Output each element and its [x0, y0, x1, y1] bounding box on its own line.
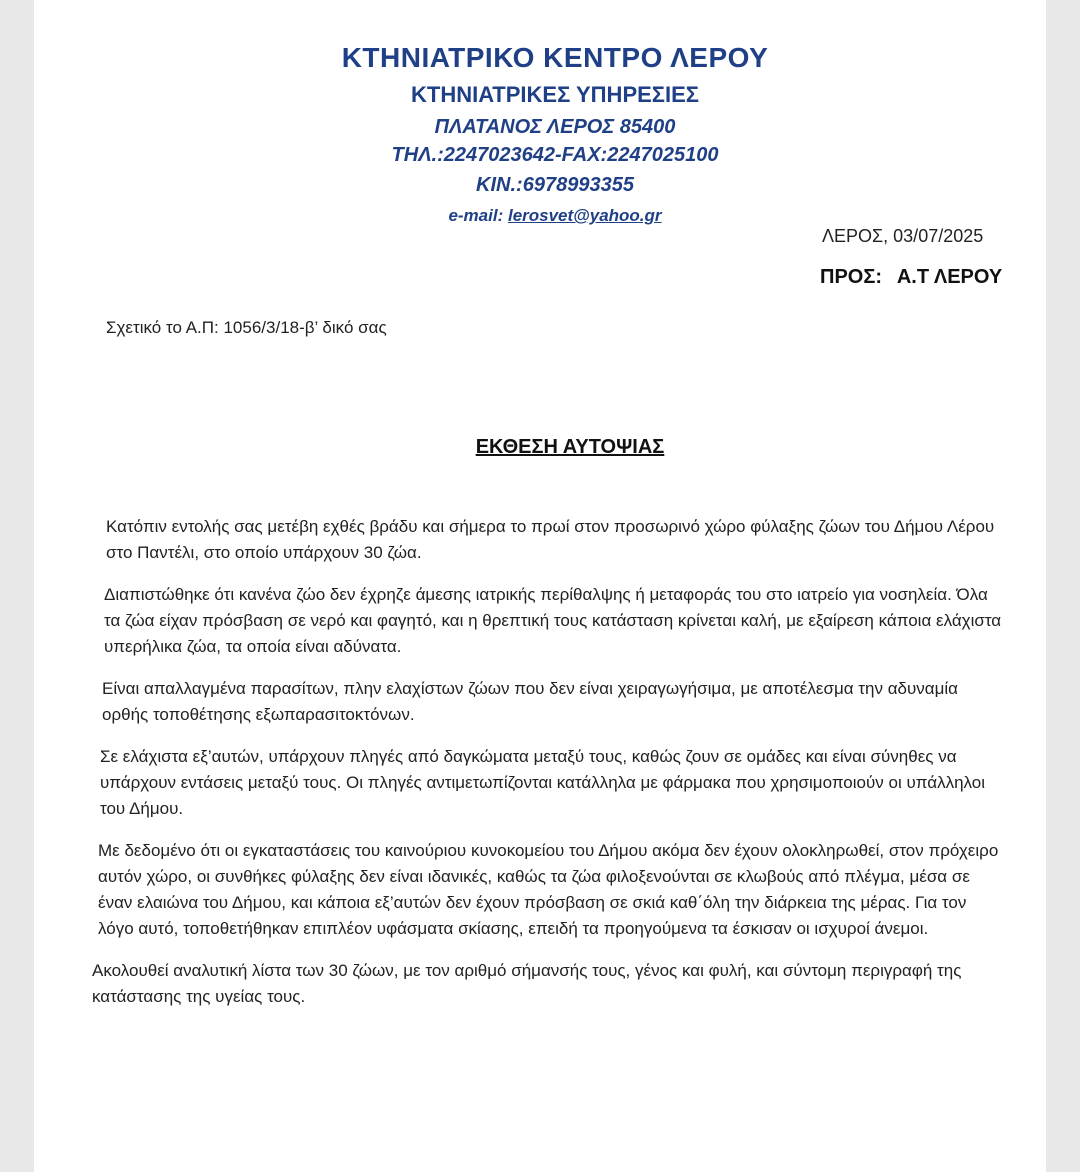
- paragraph: Κατόπιν εντολής σας μετέβη εχθές βράδυ και σήμερα το πρωί στον προσωρινό χώρο φύλαξης ζώων του Δήμου Λέρου στο Παντέλι, στο οποίο υπάρχουν 30 ζώα.: [106, 517, 995, 562]
- document-title: ΕΚΘΕΣΗ ΑΥΤΟΨΙΑΣ: [475, 436, 665, 458]
- recipient-label: ΠΡΟΣ:: [820, 266, 883, 288]
- phone-fax: ΤΗΛ.:2247023642-FAX:2247025100: [391, 144, 719, 166]
- email-label: e-mail:: [448, 206, 504, 225]
- email-line: [0, 206, 1080, 226]
- paragraph: Με δεδομένο ότι οι εγκαταστάσεις του καινούριου κυνοκομείου του Δήμου ακόμα δεν έχουν ολοκληρωθεί, στον πρόχειρο αυτόν χώρο, οι συνθήκες φύλαξης δεν είναι ιδανικές, καθώς τα ζώα φιλοξενούνται σε κλωβούς από πλέγμα, μέσα σε έναν ελαιώνα του Δήμου, και κάποια εξ’αυτών δεν έχουν πρόσβαση σε σκιά καθ΄όλη την διάρκεια της μέρας. Για τον λόγο αυτό, τοποθετήθηκαν επιπλέον υφάσματα σκίασης, επειδή τα προηγούμενα τα έσκισαν οι ισχυροί άνεμοι.: [98, 841, 999, 938]
- reference-line: Σχετικό το Α.Π: 1056/3/18-β’ δικό σας: [106, 318, 387, 337]
- paragraph: Είναι απαλλαγμένα παρασίτων, πλην ελαχίστων ζώων που δεν είναι χειραγωγήσιμα, με αποτέλεσμα την αδυναμία ορθής τοποθέτησης εξωπαρασιτοκτόνων.: [102, 679, 959, 724]
- paragraph: Διαπιστώθηκε ότι κανένα ζώο δεν έχρηζε άμεσης ιατρικής περίθαλψης ή μεταφοράς του στο ιατρείο για νοσηλεία. Όλα τα ζώα είχαν πρόσβαση σε νερό και φαγητό, και η θρεπτική τους κατάσταση κρίνεται καλή, με εξαίρεση κάποια ελάχιστα υπερήλικα ζώα, τα οποία είναι αδύνατα.: [104, 585, 1002, 656]
- services-name: ΚΤΗΝΙΑΤΡΙΚΕΣ ΥΠΗΡΕΣΙΕΣ: [411, 82, 699, 107]
- mobile-phone: ΚΙΝ.:6978993355: [476, 174, 634, 196]
- recipient-name: Α.Τ ΛΕΡΟΥ: [896, 266, 1003, 288]
- email-link[interactable]: lerosvet@yahoo.gr: [507, 206, 662, 225]
- organization-name: ΚΤΗΝΙΑΤΡΙΚΟ ΚΕΝΤΡΟ ΛΕΡΟΥ: [341, 42, 769, 73]
- document-date: ΛΕΡΟΣ, 03/07/2025: [822, 226, 984, 246]
- report-body: [92, 514, 1004, 1026]
- recipient: [820, 266, 1002, 289]
- address: ΠΛΑΤΑΝΟΣ ΛΕΡΟΣ 85400: [434, 116, 676, 138]
- paragraph: Σε ελάχιστα εξ’αυτών, υπάρχουν πληγές από δαγκώματα μεταξύ τους, καθώς ζουν σε ομάδες και είναι σύνηθες να υπάρχουν εντάσεις μεταξύ τους. Οι πληγές αντιμετωπίζονται κατάλληλα με φάρμακα που χρησιμοποιούν οι υπάλληλοι του Δήμου.: [100, 747, 986, 818]
- paragraph: Ακολουθεί αναλυτική λίστα των 30 ζώων, με τον αριθμό σήμανσής τους, γένος και φυλή, και σύντομη περιγραφή της κατάστασης της υγείας τους.: [92, 961, 962, 1006]
